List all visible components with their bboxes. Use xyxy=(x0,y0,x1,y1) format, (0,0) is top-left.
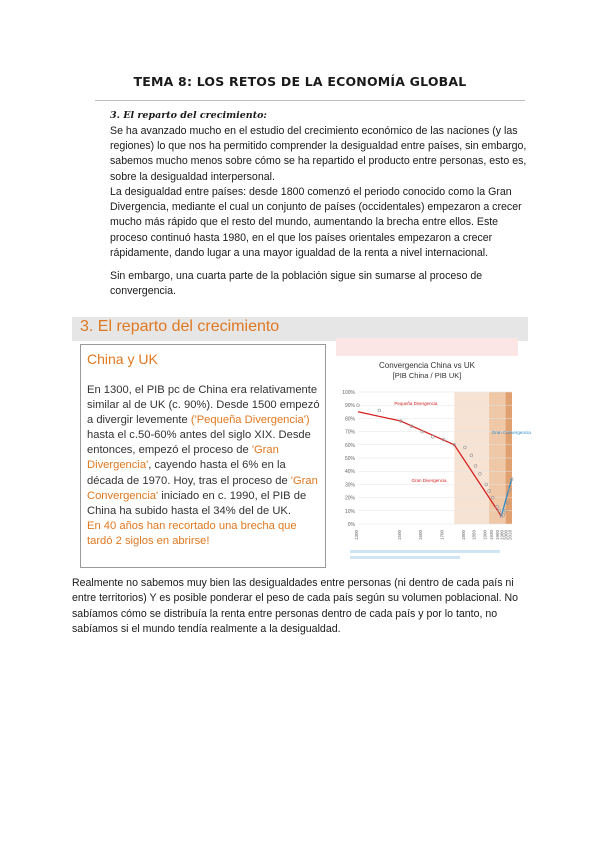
section-subheading: 3. El reparto del crecimiento: xyxy=(110,110,267,121)
paragraph-1: Se ha avanzado mucho en el estudio del crecimiento económico de las naciones (y las regiones) lo que nos ha permitido comprender la desigualdad entre países, sin embargo, sabemos mucho menos sobre cómo se ha repartido el producto entre personas, esto es, sobre la desigualdad interpersonal. xyxy=(110,125,527,183)
bottom-paragraph: Realmente no sabemos muy bien las desigualdades entre personas (ni dentro de cada país ni entre territorios) Y es posible ponderar el peso de cada país según su volumen poblacional. No sabíamos cómo se distribuía la renta entre personas dentro de cada país y por lo tanto, no sabíamos si el mundo tendía realmente a la desigualdad. xyxy=(72,577,518,635)
box-text-part: , cayendo hasta el 6% en la década de 1970. Hoy, tras el proceso de xyxy=(87,459,291,487)
china-uk-textbox xyxy=(80,344,326,568)
title-divider xyxy=(95,100,525,101)
box-text-part: iniciado en c. 1990, el PIB de China ha subido hasta el 34% del de UK. xyxy=(87,489,307,517)
x-tick-label: 1300 xyxy=(354,530,359,541)
y-tick-label: 0% xyxy=(347,522,355,528)
box-conclusion: En 40 años han recortado una brecha que tardó 2 siglos en abrirse! xyxy=(87,519,297,547)
box-text-part: En 1300, el PIB pc de China era relativamente similar al de UK (c. 90%). Desde 1500 empezó a divergir levemente xyxy=(87,384,320,427)
chart-title: Convergencia China vs UK xyxy=(378,361,476,370)
y-tick-label: 50% xyxy=(344,456,355,462)
data-point xyxy=(378,409,381,412)
page-title: TEMA 8: LOS RETOS DE LA ECONOMÍA GLOBAL xyxy=(133,74,467,89)
y-tick-label: 80% xyxy=(344,416,355,423)
x-tick-label: 2000 xyxy=(503,530,509,541)
x-tick-label: 1500 xyxy=(396,530,402,541)
y-tick-label: 90% xyxy=(344,403,355,410)
y-tick-label: 40% xyxy=(344,469,355,476)
x-tick-label: 1600 xyxy=(418,530,424,541)
annotation-gran-convergencia: Gran Convergencia xyxy=(491,430,531,436)
paragraph-2: La desigualdad entre países: desde 1800 comenzó el periodo conocido como la Gran Divergencia, mediante el cual un conjunto de países (occidentales) empezaron a crecer mucho más rápido que el resto del mundo, aumentando la brecha entre ellos. Este proceso continuó hasta 1980, en el que los países orientales empezaron a crecer rápidamente, dando lugar a una mayor igualdad de la renta a nivel internacional. xyxy=(110,186,522,259)
paragraph-3: Sin embargo, una cuarta parte de la población sigue sin sumarse al proceso de convergencia. xyxy=(110,270,483,298)
y-tick-label: 60% xyxy=(344,442,355,449)
x-tick-label: 1930 xyxy=(488,530,494,541)
y-tick-label: 70% xyxy=(344,429,355,436)
y-tick-label: 100% xyxy=(342,390,355,396)
y-tick-label: 10% xyxy=(344,508,355,515)
box-text xyxy=(87,383,321,549)
trend-line xyxy=(358,412,401,421)
chart-container xyxy=(336,338,531,572)
chart-footnote xyxy=(350,550,500,553)
box-title: China y UK xyxy=(87,351,158,367)
x-tick-label: 2018 xyxy=(507,530,513,541)
chart-subtitle: [PIB China / PIB UK] xyxy=(392,371,462,380)
annotation-gran-divergencia: Gran Divergencia xyxy=(411,477,447,483)
pequena-divergencia-label: ('Pequeña Divergencia') xyxy=(190,414,310,427)
chart-header-note xyxy=(336,338,518,356)
gran-divergencia-label: 'Gran Divergencia' xyxy=(87,444,279,472)
slide-title: 3. El reparto del crecimiento xyxy=(80,318,280,335)
gran-convergencia-label: 'Gran Convergencia' xyxy=(87,474,318,502)
trend-line xyxy=(401,421,454,445)
x-tick-label: 1980 xyxy=(499,530,505,541)
x-tick-label: 1700 xyxy=(439,530,445,541)
x-tick-label: 1960 xyxy=(495,530,501,541)
x-tick-label: 1800 xyxy=(460,530,466,541)
chart-footnote xyxy=(350,556,460,559)
x-tick-label: 1850 xyxy=(471,530,477,541)
box-text-part: hasta el c.50-60% antes del siglo XIX. Desde entonces, empezó el proceso de xyxy=(87,429,311,457)
x-tick-label: 1900 xyxy=(482,530,488,541)
y-tick-label: 20% xyxy=(344,495,355,502)
annotation-pequena-divergencia: Pequeña Divergencia xyxy=(394,401,438,407)
y-tick-label: 30% xyxy=(344,482,355,489)
convergence-chart xyxy=(336,338,531,572)
